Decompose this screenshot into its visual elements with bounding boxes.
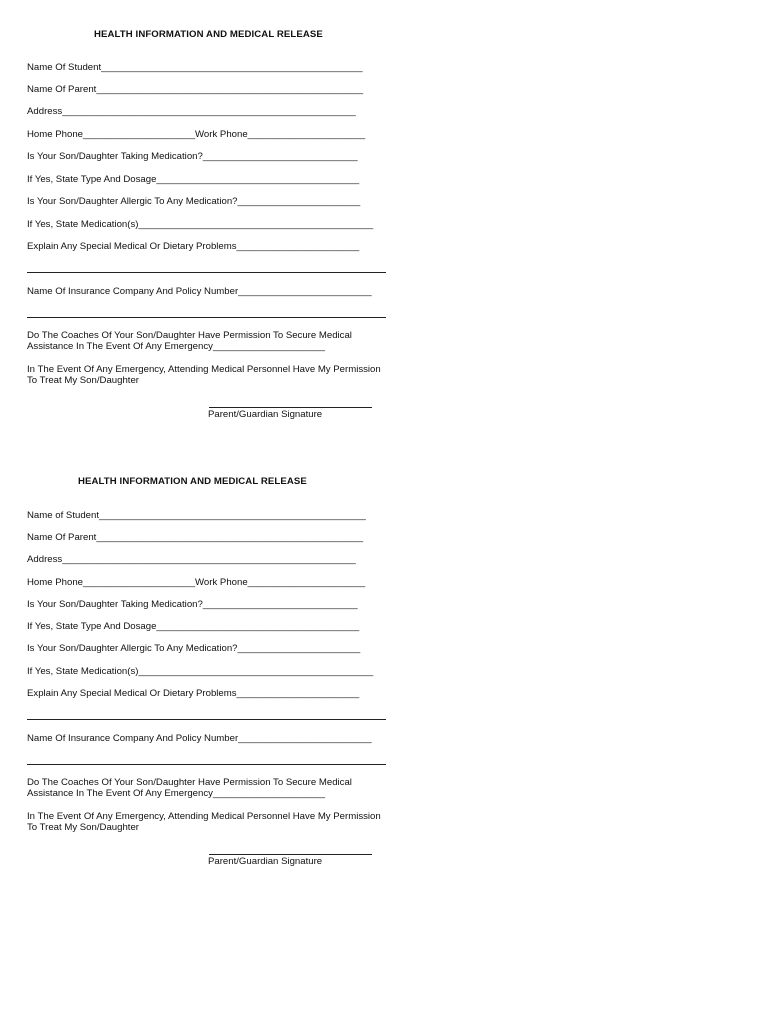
insurance-field[interactable]: Name Of Insurance Company And Policy Number_________________________	[27, 286, 372, 297]
signature-label: Parent/Guardian Signature	[208, 856, 323, 867]
parent-name-field[interactable]: Name Of Parent__________________________________________________	[27, 532, 364, 543]
phone-fields[interactable]: Home Phone_____________________Work Phone______________________	[27, 129, 366, 140]
medication-allergy-field[interactable]: Is Your Son/Daughter Allergic To Any Medication?_______________________	[27, 196, 361, 207]
signature-label: Parent/Guardian Signature	[208, 409, 323, 420]
form-title: HEALTH INFORMATION AND MEDICAL RELEASE	[94, 29, 323, 40]
treatment-permission-text: In The Event Of Any Emergency, Attending Medical Personnel Have My Permission To Treat My Son/Daughter	[27, 364, 381, 387]
address-field[interactable]: Address_______________________________________________________	[27, 106, 356, 117]
special-problems-field[interactable]: Explain Any Special Medical Or Dietary Problems_______________________	[27, 241, 360, 252]
allergy-medications-field[interactable]: If Yes, State Medication(s)____________________________________________	[27, 666, 374, 677]
address-field[interactable]: Address_______________________________________________________	[27, 554, 356, 565]
parent-name-field[interactable]: Name Of Parent__________________________________________________	[27, 84, 364, 95]
insurance-blank-line[interactable]	[27, 317, 386, 318]
medication-dosage-field[interactable]: If Yes, State Type And Dosage______________________________________	[27, 621, 360, 632]
special-problems-blank-line[interactable]	[27, 272, 386, 273]
medication-dosage-field[interactable]: If Yes, State Type And Dosage______________________________________	[27, 174, 360, 185]
insurance-blank-line[interactable]	[27, 764, 386, 765]
special-problems-field[interactable]: Explain Any Special Medical Or Dietary Problems_______________________	[27, 688, 360, 699]
signature-line[interactable]	[209, 407, 372, 408]
allergy-medications-field[interactable]: If Yes, State Medication(s)____________________________________________	[27, 219, 374, 230]
student-name-field[interactable]: Name Of Student_________________________________________________	[27, 62, 363, 73]
medication-allergy-field[interactable]: Is Your Son/Daughter Allergic To Any Medication?_______________________	[27, 643, 361, 654]
student-name-field[interactable]: Name of Student__________________________________________________	[27, 510, 366, 521]
signature-line[interactable]	[209, 854, 372, 855]
form-title: HEALTH INFORMATION AND MEDICAL RELEASE	[78, 476, 307, 487]
phone-fields[interactable]: Home Phone_____________________Work Phone______________________	[27, 577, 366, 588]
insurance-field[interactable]: Name Of Insurance Company And Policy Number_________________________	[27, 733, 372, 744]
treatment-permission-text: In The Event Of Any Emergency, Attending Medical Personnel Have My Permission To Treat My Son/Daughter	[27, 811, 381, 834]
taking-medication-field[interactable]: Is Your Son/Daughter Taking Medication?_____________________________	[27, 151, 358, 162]
special-problems-blank-line[interactable]	[27, 719, 386, 720]
coaches-permission-text: Do The Coaches Of Your Son/Daughter Have Permission To Secure Medical Assistance In The Event Of Any Emergency_____________________	[27, 330, 352, 353]
taking-medication-field[interactable]: Is Your Son/Daughter Taking Medication?_____________________________	[27, 599, 358, 610]
coaches-permission-text: Do The Coaches Of Your Son/Daughter Have Permission To Secure Medical Assistance In The Event Of Any Emergency_____________________	[27, 777, 352, 800]
